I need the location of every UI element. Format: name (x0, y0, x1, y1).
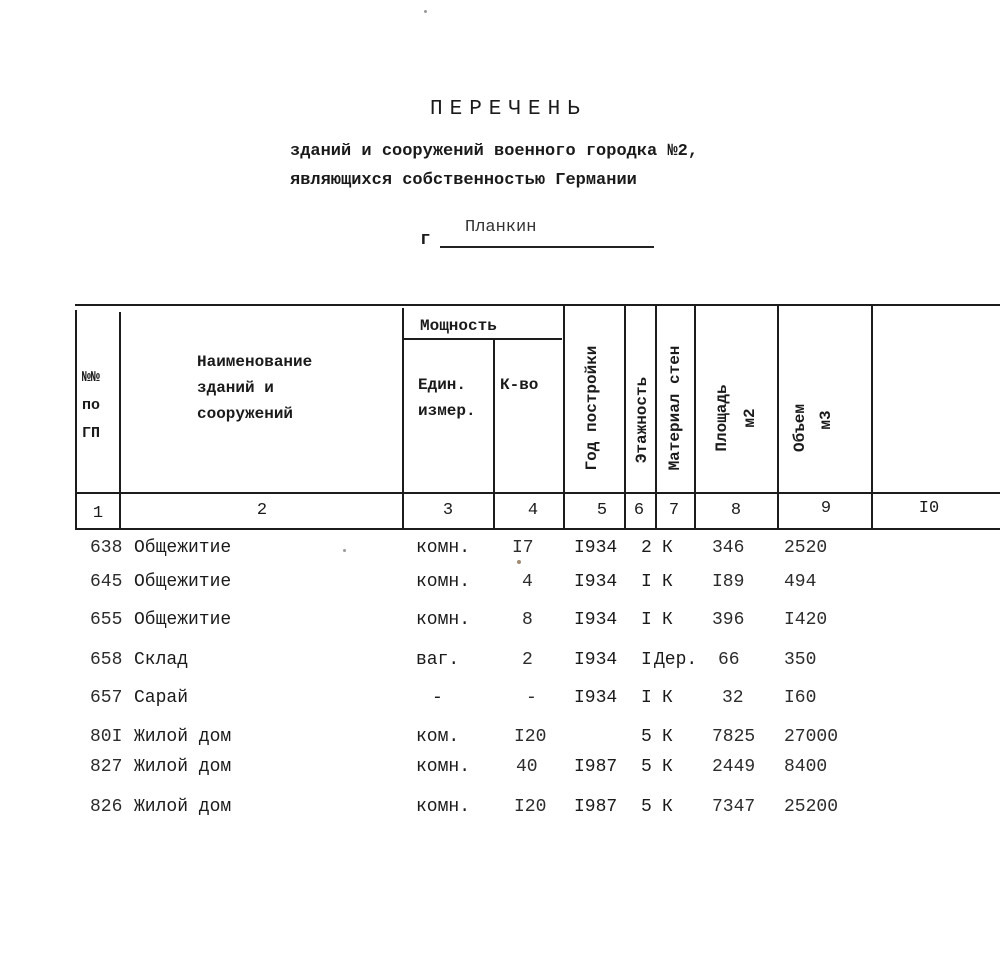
row-year: I934 (574, 688, 618, 708)
row-floors: I (641, 650, 652, 670)
table-row (0, 572, 1000, 602)
header-floors: Этажность (633, 376, 651, 464)
row-floors: I (641, 610, 652, 630)
row-year: I934 (574, 650, 618, 670)
row-area: 7825 (712, 727, 756, 747)
col-border-2 (402, 308, 404, 528)
row-name: Общежитие (134, 538, 232, 558)
table-row (0, 538, 1000, 568)
row-walls: К (662, 757, 673, 777)
header-num-line-1: №№ (82, 369, 101, 386)
row-count: I20 (514, 797, 547, 817)
row-walls: К (662, 538, 673, 558)
header-num-line-2: по (82, 397, 101, 414)
row-volume: 27000 (784, 727, 839, 747)
table-row (0, 797, 1000, 827)
header-num (82, 354, 100, 458)
col-border-0 (75, 310, 77, 528)
row-walls: К (662, 572, 673, 592)
table-row (0, 610, 1000, 640)
col-border-4 (563, 306, 565, 528)
header-count: К-во (500, 376, 539, 394)
column-number-bottom-border (75, 528, 1000, 530)
header-year: Год постройки (583, 345, 601, 471)
row-num: 80I (90, 727, 123, 747)
row-num: 826 (90, 797, 123, 817)
row-name: Сарай (134, 688, 189, 708)
row-year: I934 (574, 610, 618, 630)
row-name: Склад (134, 650, 189, 670)
row-name: Общежитие (134, 610, 232, 630)
header-volume-line-2: м3 (817, 410, 835, 430)
colnum-5: 5 (596, 501, 608, 520)
row-num: 827 (90, 757, 123, 777)
table-row (0, 727, 1000, 757)
header-num-line-3: ГП (82, 425, 101, 442)
col-border-5 (624, 306, 626, 528)
row-name: Жилой дом (134, 727, 232, 747)
row-unit: комн. (416, 538, 471, 558)
row-floors: 5 (641, 757, 652, 777)
colnum-2: 2 (256, 501, 268, 520)
col-border-3 (493, 340, 495, 528)
row-num: 657 (90, 688, 123, 708)
row-walls: К (662, 727, 673, 747)
row-year: I987 (574, 757, 618, 777)
row-count: 2 (522, 650, 533, 670)
col-border-9 (871, 306, 873, 528)
colnum-10: I0 (918, 499, 940, 518)
header-unit-line-2: измер. (418, 402, 476, 420)
row-count: 8 (522, 610, 533, 630)
row-year: I934 (574, 572, 618, 592)
header-area-line-1: Площадь (713, 384, 731, 452)
header-unit (418, 372, 476, 424)
document-title: ПЕРЕЧЕНЬ (430, 98, 587, 121)
row-volume: 25200 (784, 797, 839, 817)
header-power: Мощность (420, 317, 497, 335)
row-floors: 2 (641, 538, 652, 558)
row-num: 645 (90, 572, 123, 592)
header-name-line-1: Наименование (197, 353, 313, 371)
header-area-line-2: м2 (741, 408, 759, 428)
row-year: I934 (574, 538, 618, 558)
col-border-6 (655, 306, 657, 528)
row-name: Жилой дом (134, 797, 232, 817)
subtitle-line-1: зданий и сооружений военного городка №2, (290, 142, 699, 161)
row-volume: 494 (784, 572, 817, 592)
header-walls: Материал стен (666, 345, 684, 471)
city-prefix: г (420, 230, 431, 250)
col-border-7 (694, 306, 696, 528)
row-unit: комн. (416, 572, 471, 592)
colnum-3: 3 (442, 501, 454, 520)
row-unit: комн. (416, 757, 471, 777)
row-floors: 5 (641, 727, 652, 747)
row-floors: 5 (641, 797, 652, 817)
row-num: 655 (90, 610, 123, 630)
row-count: - (526, 688, 537, 708)
row-unit: комн. (416, 610, 471, 630)
row-walls: К (662, 610, 673, 630)
row-volume: 350 (784, 650, 817, 670)
subtitle-line-2: являющихся собственностью Германии (290, 171, 637, 190)
city-name: Планкин (465, 218, 537, 237)
col-border-8 (777, 306, 779, 528)
row-count: I7 (512, 538, 534, 558)
row-count: 4 (522, 572, 533, 592)
header-name-line-3: сооружений (197, 405, 294, 423)
row-num: 638 (90, 538, 123, 558)
row-area: 66 (718, 650, 740, 670)
row-name: Жилой дом (134, 757, 232, 777)
row-unit: ком. (416, 727, 460, 747)
row-volume: I60 (784, 688, 817, 708)
row-walls: Дер. (654, 650, 698, 670)
row-name: Общежитие (134, 572, 232, 592)
table-top-border (75, 304, 1000, 306)
header-bottom-border (75, 492, 1000, 494)
row-volume: 8400 (784, 757, 828, 777)
row-walls: К (662, 797, 673, 817)
colnum-4: 4 (527, 501, 539, 520)
row-area: 7347 (712, 797, 756, 817)
header-name (197, 349, 312, 427)
row-volume: I420 (784, 610, 828, 630)
row-unit: ваг. (416, 650, 460, 670)
row-floors: I (641, 572, 652, 592)
header-name-line-2: зданий и (197, 379, 274, 397)
row-area: 396 (712, 610, 745, 630)
colnum-9: 9 (820, 499, 832, 518)
row-floors: I (641, 688, 652, 708)
row-area: 346 (712, 538, 745, 558)
paper-speck (517, 560, 521, 564)
colnum-6: 6 (633, 501, 645, 520)
table-row (0, 757, 1000, 787)
row-walls: К (662, 688, 673, 708)
row-count: 40 (516, 757, 538, 777)
row-count: I20 (514, 727, 547, 747)
row-year: I987 (574, 797, 618, 817)
paper-speck (343, 549, 346, 552)
row-area: 32 (722, 688, 744, 708)
city-underline (440, 246, 654, 248)
colnum-1: 1 (92, 504, 104, 523)
header-volume-line-1: Объем (791, 403, 809, 453)
row-area: 2449 (712, 757, 756, 777)
row-area: I89 (712, 572, 745, 592)
colnum-8: 8 (730, 501, 742, 520)
col-border-1 (119, 312, 121, 528)
table-row (0, 650, 1000, 680)
header-unit-line-1: Един. (418, 376, 467, 394)
row-unit: комн. (416, 797, 471, 817)
row-unit: - (432, 688, 443, 708)
table-row (0, 688, 1000, 718)
row-num: 658 (90, 650, 123, 670)
colnum-7: 7 (668, 501, 680, 520)
paper-speck (424, 10, 427, 13)
row-volume: 2520 (784, 538, 828, 558)
